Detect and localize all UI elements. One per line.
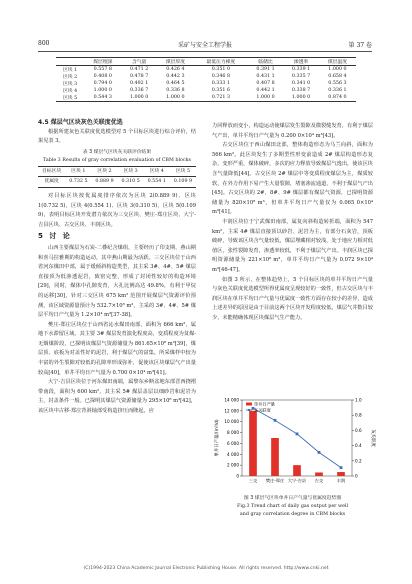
paragraph: 山西主要煤层为石炭-二叠纪含煤组，主要经历了印支期、燕山期和喜马拉雅期的构造运动，其中燕山期最为活跃。三交区块位于山西省河东煤田中部，属于缓倾斜构造类型，其主采 3#、4#、5# 煤层直接顶为低渗透泥岩，致密完整，形成了封闭性较好的构造环境[29]，同时，煤体中孔隙发育，大孔比例高达 49.8%，有利于甲烷的运移[30]，针对三交区块 675 km² 范围开展煤层气资源评价预测，该区域资源量预计为 532.7×10⁸ m³，主采的 3#、4#、5# 煤层平均日产气量为 1.2×10⁴ m³[37-38]。	[38, 244, 196, 319]
running-header	[38, 40, 372, 51]
table-row	[56, 80, 356, 87]
column-header: 煤层厚度	[165, 60, 186, 65]
paragraph: 如图 3 所示，在整体趋势上，5 个目标区块的单井平均日产气量与灰色关联度优选模型所得优属度呈现较好的一致性，但古交区块与丰润区块在单井平均日产气量与优属度一致性方面存在较小的差异，造成上述差异的原因是由于目前这两个区块开发程度较低，煤层气井数目较少，未能精确体现区块煤层气生产能力。	[212, 276, 373, 321]
x-tick-label: 大宁-吉县	[287, 478, 307, 483]
y-tick-label: 4 000	[227, 451, 239, 457]
table-cell: 0.442 3	[166, 74, 185, 79]
y-tick-label: 12 000	[224, 408, 239, 414]
table-cell: 0.346 8	[211, 74, 231, 79]
x-tick-label: 樊庄-郑庄	[265, 478, 285, 483]
table-cell: 0.351 0	[211, 67, 231, 72]
table-cell: 0.889 9	[95, 179, 114, 185]
figure-caption-en-1: Fig.3 Trend chart of daily gas output per well	[236, 504, 349, 509]
table-cell: 0.732 5	[69, 179, 88, 185]
figure-caption-cn: 图 3 煤层气区块单井日产气量与优属度趋势图	[243, 496, 342, 501]
figure-3-caption	[212, 495, 373, 519]
bar	[337, 472, 345, 476]
section-heading-5: 5 讨 论	[38, 232, 72, 241]
table-cell: 0.658 4	[328, 74, 347, 79]
y2-tick-label: 0.4	[355, 443, 362, 449]
table-cell: 0.336 7	[129, 88, 149, 93]
table-cell: 1.000 0	[328, 67, 347, 72]
table-cell: 1.000 0	[166, 95, 185, 100]
bar	[293, 465, 301, 476]
table-cell: 区块 3	[63, 82, 78, 87]
table3-value-row	[38, 177, 196, 188]
table-cell: 0.874 0	[328, 95, 347, 100]
table-cell: 区块 1	[63, 68, 78, 73]
column-header: 最低压力梯度	[206, 60, 236, 65]
figure-caption-en-2: and gray correlation degree in CBM blocks	[239, 512, 346, 517]
bar	[315, 472, 323, 476]
y2-tick-label: 0.8	[355, 412, 362, 418]
table-cell: 0.351 6	[211, 88, 231, 93]
volume-label: 第 37 卷	[348, 42, 372, 49]
paragraph: 力回释放而变小，构造运动使煤层发生裂隙及微裂缝发育，有利于煤层气产出，单井平均日产气量为 0.200 0×10⁴ m³[43]。	[212, 123, 373, 139]
y-axis-label: 单井日产量/(m³/d)	[215, 419, 220, 457]
y-tick-label: 8 000	[227, 430, 239, 436]
table-cell: 1.000 0	[93, 88, 112, 93]
column-header: 区块 3	[123, 168, 138, 174]
legend-swatch-bar	[246, 403, 252, 406]
column-header: 区块 2	[97, 168, 112, 174]
column-header	[56, 58, 84, 66]
table-cell: 0.556 3	[328, 81, 347, 86]
y2-tick-label: 0.6	[355, 427, 362, 433]
table-cell: 0.341 0	[291, 81, 311, 86]
table3	[38, 166, 196, 188]
paragraph: 对目标区块按优属度排序依次为区块 2(0.889 9)、区块 1(0.732 5)、区块 4(0.554 1)、区块 3(0.310 5)、区块 5(0.109 9)，表明目标区块开发潜力依次为三交区块、樊庄-郑庄区块、大宁-吉县区块、古交区块、丰润区块。	[38, 192, 196, 228]
table-cell: 0.554 1	[147, 179, 166, 185]
line-point	[296, 432, 299, 435]
table-header-row	[56, 58, 356, 66]
table-cell: 0.333 1	[211, 81, 231, 86]
table-cell: 1.000 0	[129, 95, 149, 100]
table-cell: 0.339 1	[291, 67, 311, 72]
table-cell: 0.431 1	[256, 74, 275, 79]
left-column	[38, 118, 196, 417]
column-header: 目标区块	[42, 168, 62, 174]
y2-tick-label: 0.2	[355, 458, 362, 464]
table3-title-en: Table 3 Results of gray correlation evaluation of CBM blocks	[43, 157, 191, 163]
legend-label: 单井日产量	[254, 401, 275, 407]
y-tick-label: 10 000	[224, 419, 239, 425]
legend-label: 灰关联度	[254, 407, 271, 413]
table-cell: 区块 4	[63, 89, 78, 94]
y-tick-label: 14 000	[224, 397, 239, 403]
table-cell: 0.557 8	[93, 67, 112, 72]
line-point	[274, 419, 277, 422]
table-cell: 0.310 5	[121, 179, 140, 185]
column-header: 区块 4	[149, 168, 164, 174]
column-header: 煤层温度	[327, 60, 348, 65]
table-cell: 0.336 8	[166, 88, 185, 93]
normalized-index-table	[56, 57, 356, 102]
header-rule	[38, 51, 372, 52]
table-cell: 0.492 1	[129, 81, 149, 86]
column-header: 含气量	[131, 60, 147, 65]
column-header: 临储比	[258, 60, 273, 65]
table-body	[56, 66, 356, 102]
journal-name: 采矿与安全工程学报	[177, 42, 232, 49]
legend-swatch-marker	[248, 409, 250, 411]
y2-axis-label: 灰关联度	[370, 429, 375, 447]
x-tick-label: 丰润	[336, 478, 346, 483]
table-cell: 0.544 3	[93, 95, 112, 100]
table-row	[56, 87, 356, 94]
section-heading-4-5: 4.5 煤层气区块灰色关联度优选	[38, 119, 123, 126]
table-cell: 0.426 4	[166, 67, 185, 72]
column-header: 煤层埋深	[93, 60, 113, 65]
figure-3-chart	[212, 394, 376, 494]
table-cell: 0.335 7	[291, 74, 311, 79]
table-cell: 1.000 0	[256, 95, 275, 100]
series-line	[253, 408, 341, 467]
bar	[271, 438, 279, 476]
table-cell: 0.391 1	[256, 67, 275, 72]
table-row	[56, 94, 356, 102]
column-header: 区块 1	[71, 168, 86, 174]
table-cell: 区块 2	[63, 75, 78, 80]
paragraph: 樊庄-郑庄区块位于山西省沁水煤田南部，面积为 666 km²，属地下水滞留区域，其主要 3# 煤层发育演化程度高，变质程度为贫煤-无烟煤阶段，已探明该煤层气资源储量为 861.65×10⁸ m³[39]，煤层顶、底板为对盖性好的泥岩，利于煤层气的富集。所采煤样中较为丰富的外生裂隙对较低的孔隙率形成弥补，促使该区块煤层气产出量较高[40]，单井平均日产气量为 0.700 0×10⁴ m³[41]。	[38, 321, 196, 376]
paragraph: 根据所建灰色关联度优选模型对 5 个目标区块进行综合评价，结果见表 3。	[38, 128, 196, 145]
paragraph: 大宁-吉县区块位于河东煤田南端，属黎东乡断盆地东部晋西挠褶带南段，面积为 600 km²，其主采 5# 煤层盖层以细砂岩和泥岩为主，封盖条件一般。已探明其煤层气资源储量为 295×10⁸ m³[42]，该区块中古移-郑庄背斜轴部受构造挤压而隆起，应	[38, 379, 196, 415]
line-point	[318, 451, 321, 454]
table-cell: 0.407 8	[256, 81, 275, 86]
table-cell: 0.464 5	[166, 81, 185, 86]
row-label: 优属度	[44, 179, 59, 185]
x-tick-label: 三交	[248, 478, 258, 483]
paragraph: 古交区块位于西山煤田北部，整体构造形态为马兰向斜，面积为 566 km²。此区块发生了多期型性形变前造成 2# 煤层构造形态复杂，变形严重，煤体破碎，多次的应力释放导致煤层气逸出，使该区块含气量降低[44]。古交区块 2# 煤层中等变质程度煤层为主，煤质较软，在外力作用下易产生大量裂隙，堵塞渗流通道，不利于煤层气产出[45]。古交区块的 2#、8#、9# 煤层都有煤层气资源，已探明资源储量为 820×10⁸ m³，但单井平均日产气量仅为 0.065 0×10⁴ m³[41]。	[212, 142, 373, 216]
table-cell: 0.408 0	[93, 74, 112, 79]
table3-title: 表 3 煤层气区块灰关联评价结果	[82, 149, 152, 155]
table-cell: 0.471 2	[129, 67, 149, 72]
page-number: 800	[38, 40, 50, 47]
bar	[249, 411, 257, 476]
column-header: 渗透率	[293, 60, 309, 65]
table-cell: 0.109 9	[173, 179, 193, 185]
table-cell: 0.478 7	[129, 74, 149, 79]
column-header: 区块 5	[175, 168, 190, 174]
y2-tick-label: 0	[355, 473, 358, 479]
x-tick-label: 古交	[314, 478, 324, 483]
figure-3	[212, 394, 376, 494]
table-cell: 区块 5	[63, 96, 78, 101]
table-row	[56, 73, 356, 80]
right-column	[212, 122, 373, 323]
table-row	[56, 66, 356, 74]
table-cell: 0.794 0	[93, 81, 112, 86]
y2-tick-label: 1.0	[355, 397, 362, 403]
table-cell: 0.338 7	[291, 88, 311, 93]
table-cell: 0.336 1	[328, 88, 347, 93]
y-tick-label: 6 000	[227, 440, 239, 446]
table-cell: 0.442 1	[256, 88, 275, 93]
table-cell: 0.721 3	[211, 95, 231, 100]
table3-header-row	[38, 166, 196, 177]
copyright-footer: (C)1994-2023 China Academic Journal Electronic Publishing House. All rights reserved. http://www.cnki.net	[83, 566, 329, 571]
paragraph: 丰润区块位于宁武煤田南部，属复向斜构造转折端，面积为 547 km²，主采 4# 煤层直接顶以砂岩、泥岩为主，有部分石灰岩，顶板破碎，导致该区块含气量较低，煤层埋藏相对较浅，处于地应力相对低值区，张性裂隙发育，渗透率较低，不利于煤层气产出。丰润区块已探明资源储量为 221×10⁸ m³，单井平均日产气量为 0.072 9×10⁴ m³[46-47]。	[212, 218, 373, 273]
y-tick-label: 2 000	[227, 462, 239, 468]
table-cell: 1.000 0	[291, 95, 311, 100]
y-tick-label: 0	[236, 473, 239, 479]
line-point	[340, 466, 343, 469]
